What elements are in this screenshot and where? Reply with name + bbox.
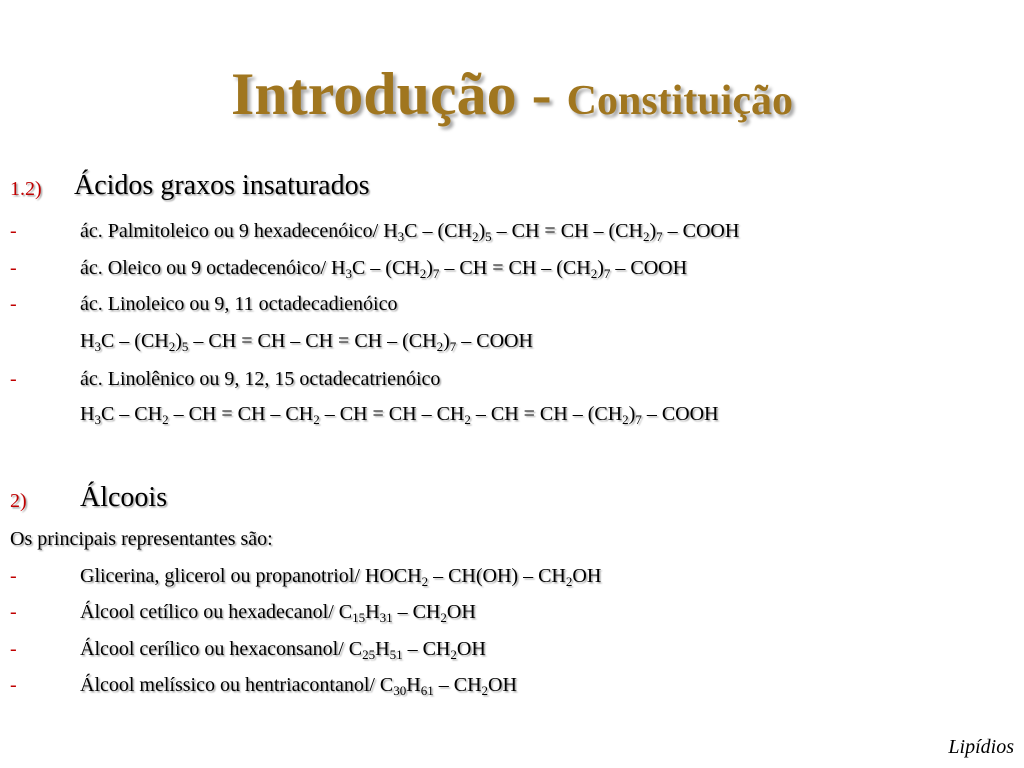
item-text: ác. Palmitoleico ou 9 hexadecenóico/ $H_3C - (CH_2)_5$ – CH = CH – $(CH_2)_7$ – COOH bbox=[80, 220, 740, 244]
section2-heading: Álcoois bbox=[80, 482, 168, 513]
item-text: ác. Linoleico ou 9, 11 octadecadienóico bbox=[80, 293, 398, 315]
item-text: Glicerina, glicerol ou propanotriol/ $HOCH_2 - CH(OH) - CH_2OH$ bbox=[80, 565, 602, 589]
item-text: Álcool cerílico ou hexaconsanol/ $C_{25}H_{51} - CH_2OH$ bbox=[80, 638, 486, 662]
item-bullet: - bbox=[10, 220, 17, 242]
title-sub: Constituição bbox=[566, 78, 793, 124]
section1-number: 1.2) bbox=[10, 178, 42, 200]
item-text: ác. Oleico ou 9 octadecenóico/ $H_3C - (CH_2)_7$ – CH = CH – $(CH_2)_7$ – COOH bbox=[80, 257, 688, 281]
item-bullet: - bbox=[10, 565, 17, 587]
section1-heading: Ácidos graxos insaturados bbox=[74, 170, 370, 201]
formula-text: $H_3C - CH_2$ – CH = CH – $CH_2$ – CH = CH – $CH_2$ – CH = CH – $(CH_2)_7$ – COOH bbox=[80, 403, 719, 427]
item-bullet: - bbox=[10, 601, 17, 623]
item-bullet: - bbox=[10, 257, 17, 279]
formula-text: $H_3C - (CH_2)_5$ – CH = CH – CH = CH – $(CH_2)_7$ – COOH bbox=[80, 330, 533, 354]
slide-title bbox=[0, 60, 1024, 129]
item-bullet: - bbox=[10, 674, 17, 696]
section2-number: 2) bbox=[10, 490, 27, 512]
item-bullet: - bbox=[10, 368, 17, 390]
item-bullet: - bbox=[10, 638, 17, 660]
footer-label: Lipídios bbox=[948, 736, 1014, 758]
title-main: Introdução - bbox=[231, 61, 567, 127]
section2-intro: Os principais representantes são: bbox=[10, 528, 273, 550]
item-text: Álcool melíssico ou hentriacontanol/ $C_{30}H_{61} - CH_2OH$ bbox=[80, 674, 517, 698]
item-text: Álcool cetílico ou hexadecanol/ $C_{15}H_{31} - CH_2OH$ bbox=[80, 601, 476, 625]
item-bullet: - bbox=[10, 293, 17, 315]
item-text: ác. Linolênico ou 9, 12, 15 octadecatrienóico bbox=[80, 368, 441, 390]
